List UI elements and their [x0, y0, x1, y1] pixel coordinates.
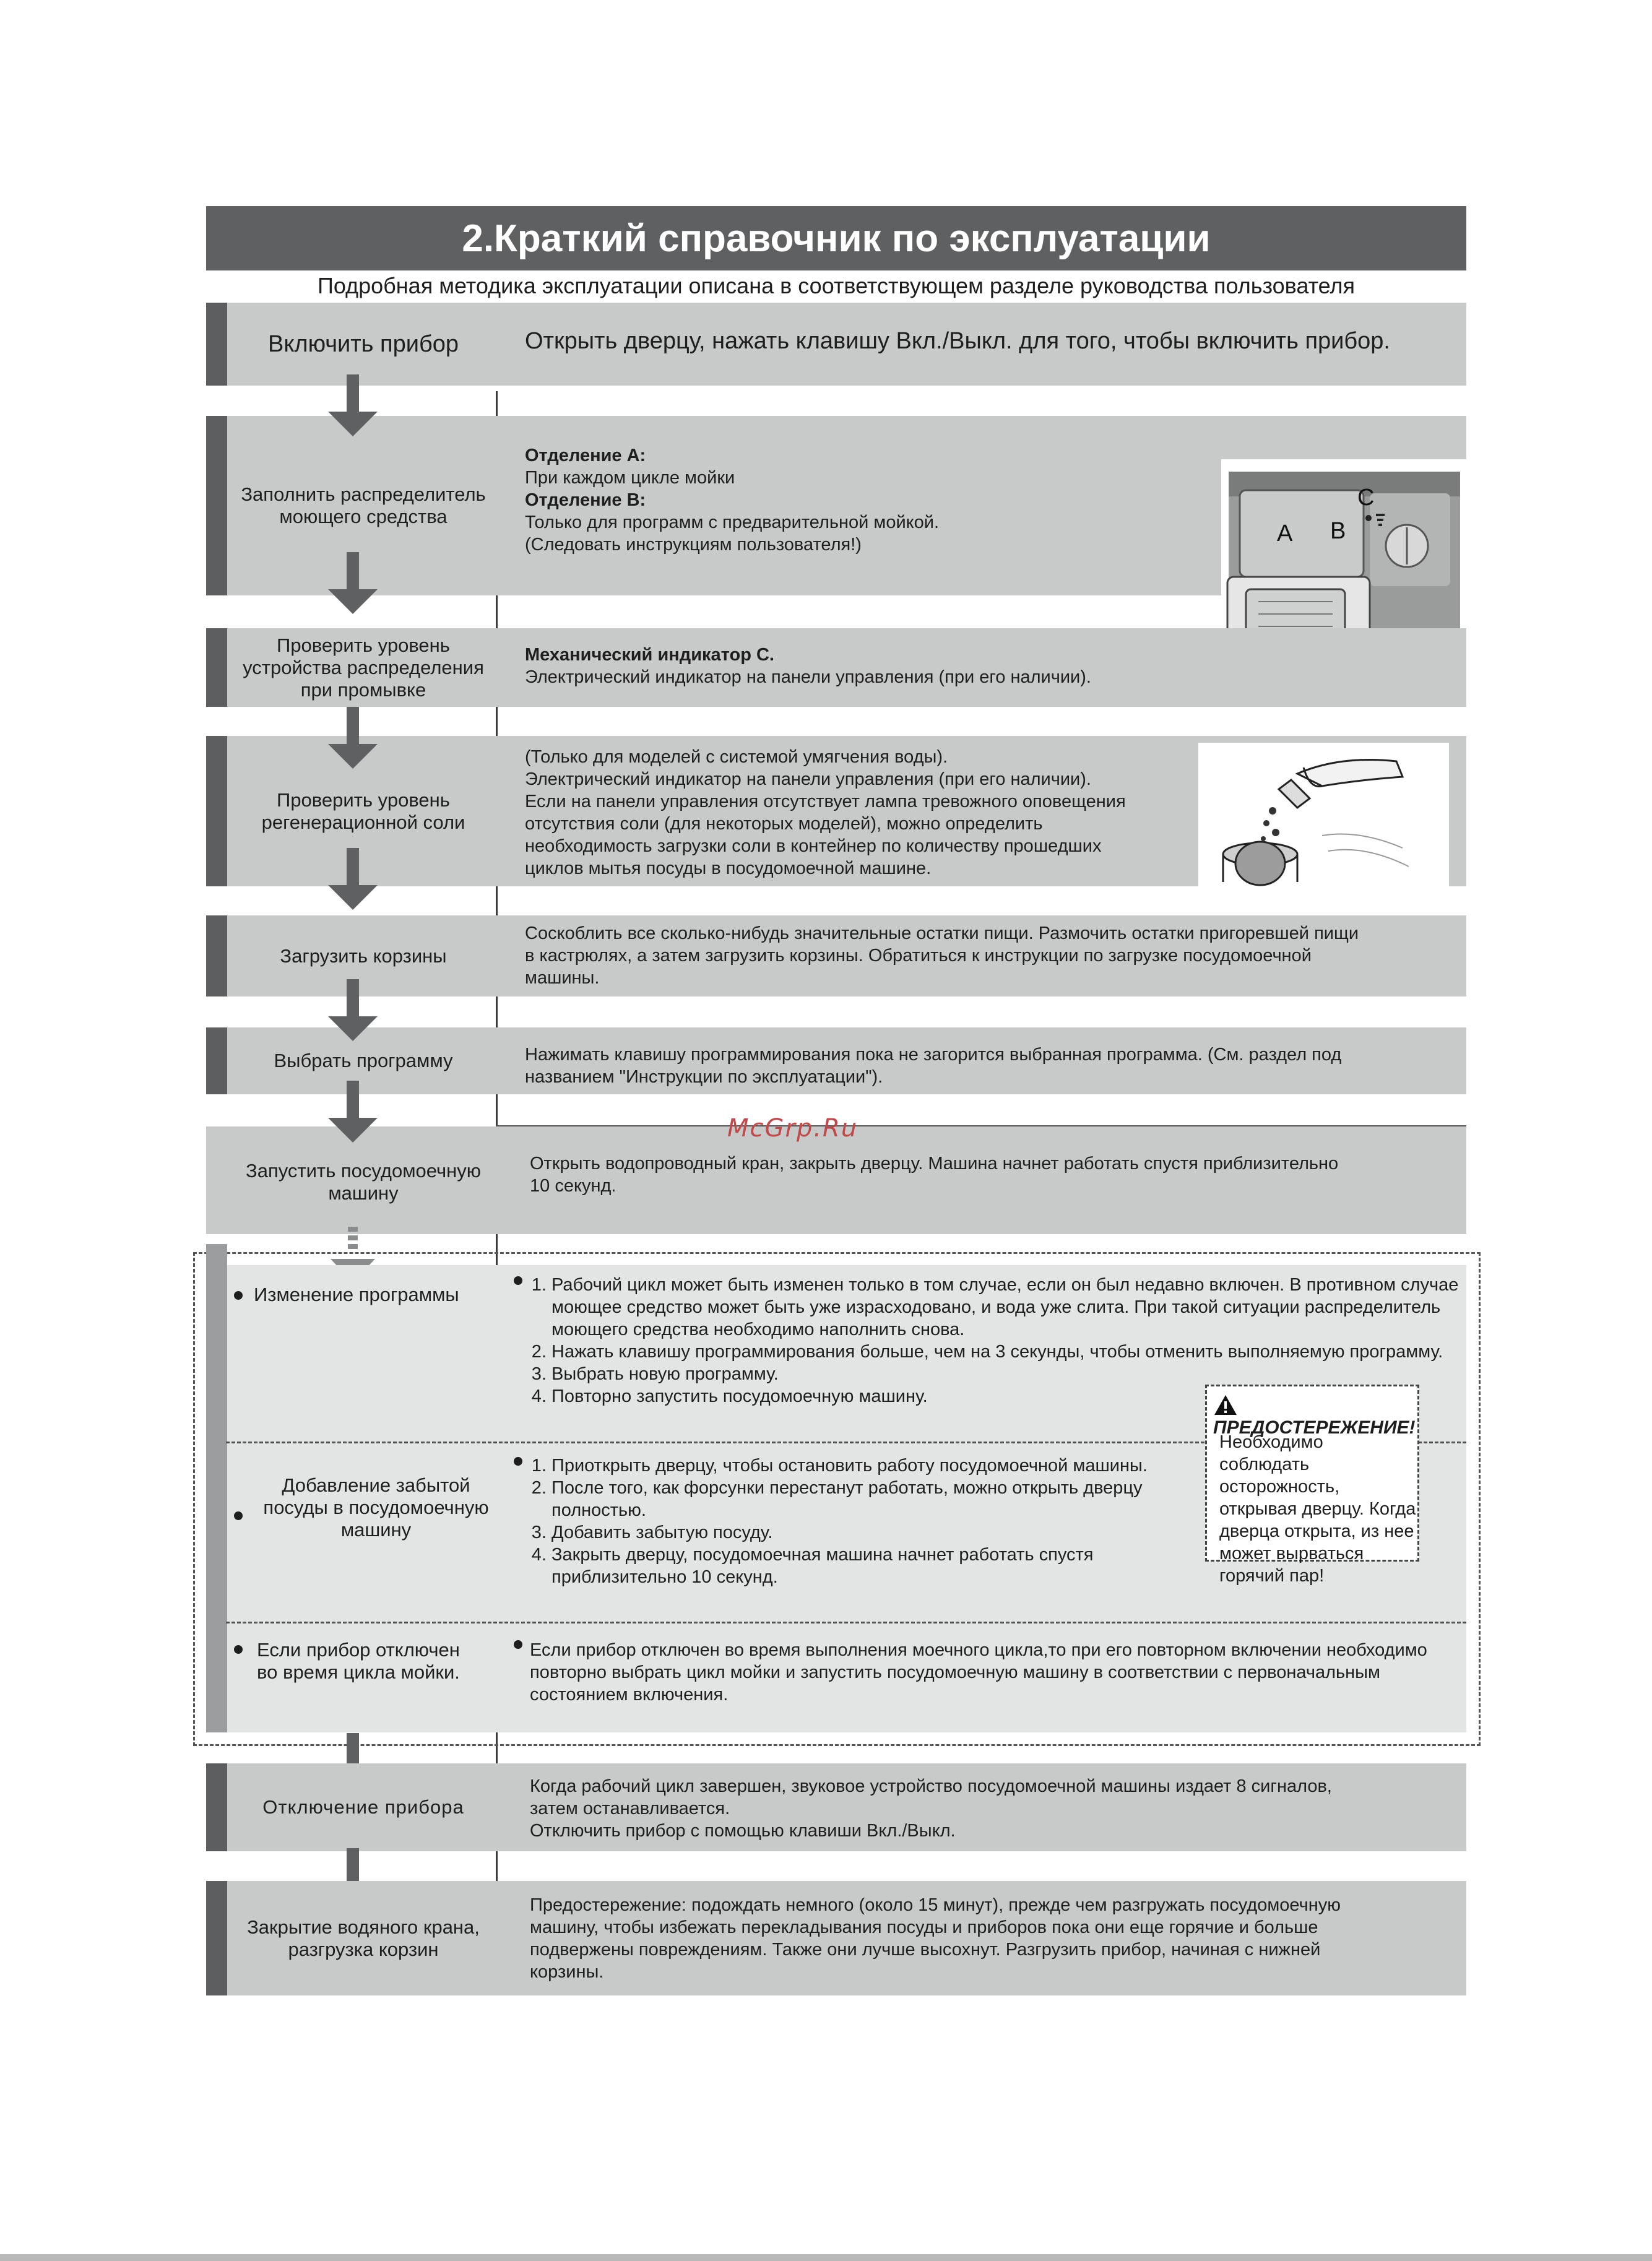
warning-triangle-icon — [1213, 1394, 1238, 1416]
watermark: McGrp.Ru — [727, 1114, 858, 1143]
bullet-icon — [514, 1457, 522, 1466]
list-item: 4. Закрыть дверцу, посудомоечная машина начнет работать спустя приблизительно 10 секунд. — [551, 1544, 1185, 1588]
rinse-aid-mechanical: Механический индикатор С. — [525, 645, 774, 665]
flow-arrow-icon — [328, 1081, 378, 1143]
option-list-add-dishes — [529, 1455, 1185, 1588]
salt-line: Электрический индикатор на панели управления (при его наличии). — [525, 769, 1091, 789]
list-item: 2. Нажать клавишу программирования больше, чем на 3 секунды, чтобы отменить выполняемую программу. — [551, 1341, 1480, 1363]
program-line: Нажимать клавишу программирования пока не загорится выбранная программа. (См. раздел под — [525, 1045, 1342, 1065]
start-line: Открыть водопроводный кран, закрыть дверцу. Машина начнет работать спустя приблизительно — [530, 1154, 1339, 1174]
step-label-detergent: Заполнить распределитель моющего средства — [241, 483, 486, 527]
rinse-aid-electric: Электрический индикатор на панели управления (при его наличии). — [525, 667, 1091, 687]
step-text-power-on: Открыть дверцу, нажать клавишу Вкл./Выкл. для того, чтобы включить прибор. — [525, 328, 1390, 354]
load-line: в кастрюлях, а затем загрузить корзины. Обратиться к инструкции по загрузке посудомоечной — [525, 946, 1312, 966]
unload-line: корзины. — [530, 1962, 604, 1982]
unload-line: подвержены повреждениям. Также они лучше высохнут. Разгрузить прибор, начиная с нижней — [530, 1940, 1321, 1960]
step-label-unload: Закрытие водяного крана, разгрузка корзин — [247, 1916, 480, 1960]
band-edge — [206, 628, 227, 707]
step-label-load-baskets: Загрузить корзины — [280, 945, 447, 967]
step-text-load-baskets — [525, 922, 1359, 989]
page-subtitle: Подробная методика эксплуатации описана в соответствующем разделе руководства пользователя — [318, 273, 1355, 298]
step-text-unload — [530, 1894, 1341, 1983]
salt-line: необходимость загрузки соли в контейнер по количеству прошедших — [525, 836, 1102, 856]
option-text-power-cut: Если прибор отключен во время выполнения моечного цикла,то при его повторном включении необходимо повторно выбрать цикл мойки и запустить посудомоечную машину в соответствии с первоначальным состоянием включения. — [530, 1640, 1427, 1705]
power-off-line: Отключить прибор с помощью клавиши Вкл./Выкл. — [530, 1821, 956, 1841]
options-separator — [226, 1622, 1466, 1623]
step-text-select-program — [525, 1044, 1341, 1088]
flow-arrow-icon — [328, 848, 378, 910]
band-edge — [206, 1763, 227, 1851]
flow-arrow-icon — [328, 374, 378, 436]
salt-loading-illustration — [1198, 743, 1449, 889]
page-bottom-rule — [0, 2254, 1652, 2261]
list-item: 1. Приоткрыть дверцу, чтобы остановить работу посудомоечной машины. — [551, 1455, 1185, 1477]
band-edge — [206, 915, 227, 996]
program-line: названием "Инструкции по эксплуатации"). — [525, 1067, 883, 1087]
power-off-line: затем останавливается. — [530, 1799, 730, 1818]
option-label-add-dishes: Добавление забытой посуды в посудомоечную машину — [263, 1474, 489, 1541]
step-text-rinse-aid — [525, 644, 1091, 688]
warning-text: Необходимо соблюдать осторожность, открывая дверцу. Когда дверца открыта, из нее может вырваться горячий пар! — [1219, 1432, 1416, 1586]
load-line: Соскоблить все сколько-нибудь значительные остатки пищи. Размочить остатки пригоревшей пищи — [525, 923, 1359, 943]
step-label-power-off: Отключение прибора — [262, 1796, 464, 1818]
compartment-a-title: Отделение А: — [525, 446, 646, 465]
label-a: A — [1277, 521, 1293, 547]
list-item: 3. Выбрать новую программу. — [551, 1363, 1464, 1385]
salt-pouring-drawing — [1198, 743, 1449, 889]
options-edge — [206, 1244, 227, 1732]
list-item: 4. Повторно запустить посудомоечную машину. — [551, 1385, 1464, 1407]
band-edge — [206, 416, 227, 595]
warning-title: ПРЕДОСТЕРЕЖЕНИЕ! — [1213, 1417, 1416, 1438]
step-text-detergent — [525, 444, 939, 556]
bullet-icon — [234, 1511, 243, 1520]
band-edge — [206, 303, 227, 386]
bullet-icon — [514, 1276, 522, 1285]
label-b: B — [1330, 518, 1346, 544]
step-label-start: Запустить посудомоечную машину — [246, 1160, 481, 1204]
step-text-start — [530, 1152, 1338, 1197]
compartment-note: (Следовать инструкциям пользователя!) — [525, 535, 862, 555]
band-edge — [206, 736, 227, 886]
compartment-a-text: При каждом цикле мойки — [525, 468, 735, 488]
unload-line: машину, чтобы избежать перекладывания посуды и приборов пока они еще горячие и больше — [530, 1917, 1318, 1937]
start-line: 10 секунд. — [530, 1176, 616, 1196]
bullet-icon — [514, 1640, 522, 1649]
step-text-salt — [525, 746, 1126, 880]
list-item: 3. Добавить забытую посуду. — [551, 1521, 1185, 1544]
compartment-b-title: Отделение В: — [525, 490, 646, 510]
label-c: C — [1357, 485, 1375, 511]
step-label-select-program: Выбрать программу — [274, 1050, 453, 1071]
option-label-change-program: Изменение программы — [254, 1284, 459, 1305]
step-label-power-on: Включить прибор — [268, 331, 459, 357]
band-edge — [206, 1881, 227, 1995]
unload-line: Предостережение: подождать немного (около 15 минут), прежде чем разгружать посудомоечную — [530, 1895, 1341, 1915]
flow-arrow-icon — [328, 552, 378, 614]
band-edge — [206, 1027, 227, 1094]
power-off-line: Когда рабочий цикл завершен, звуковое устройство посудомоечной машины издает 8 сигналов, — [530, 1776, 1332, 1796]
salt-line: циклов мытья посуды в посудомоечной машине. — [525, 858, 932, 878]
salt-line: Если на панели управления отсутствует лампа тревожного оповещения — [525, 792, 1126, 811]
step-label-rinse-aid: Проверить уровень устройства распределения при промывке — [243, 634, 484, 701]
bullet-icon — [234, 1645, 243, 1654]
warning-box — [1205, 1385, 1419, 1586]
load-line: машины. — [525, 968, 600, 988]
list-item: 2. После того, как форсунки перестанут работать, можно открыть дверцу полностью. — [551, 1477, 1185, 1521]
salt-line: (Только для моделей с системой умягчения воды). — [525, 747, 948, 767]
step-label-salt: Проверить уровень регенерационной соли — [261, 789, 465, 833]
bullet-icon — [234, 1291, 243, 1300]
flow-arrow-icon — [328, 979, 378, 1041]
page-title: 2.Краткий справочник по эксплуатации — [206, 206, 1466, 270]
option-label-power-cut: Если прибор отключен во время цикла мойки. — [257, 1639, 460, 1683]
step-text-power-off — [530, 1775, 1332, 1842]
compartment-b-text: Только для программ с предварительной мойкой. — [525, 512, 940, 532]
list-item: 1. Рабочий цикл может быть изменен только в том случае, если он был недавно включен. В противном случае моющее средство может быть уже израсходовано, и вода уже слита. При такой ситуации распределитель моющего средства необходимо наполнить снова. — [551, 1274, 1464, 1341]
salt-line: отсутствия соли (для некоторых моделей), можно определить — [525, 814, 1043, 834]
flow-arrow-icon — [328, 707, 378, 769]
